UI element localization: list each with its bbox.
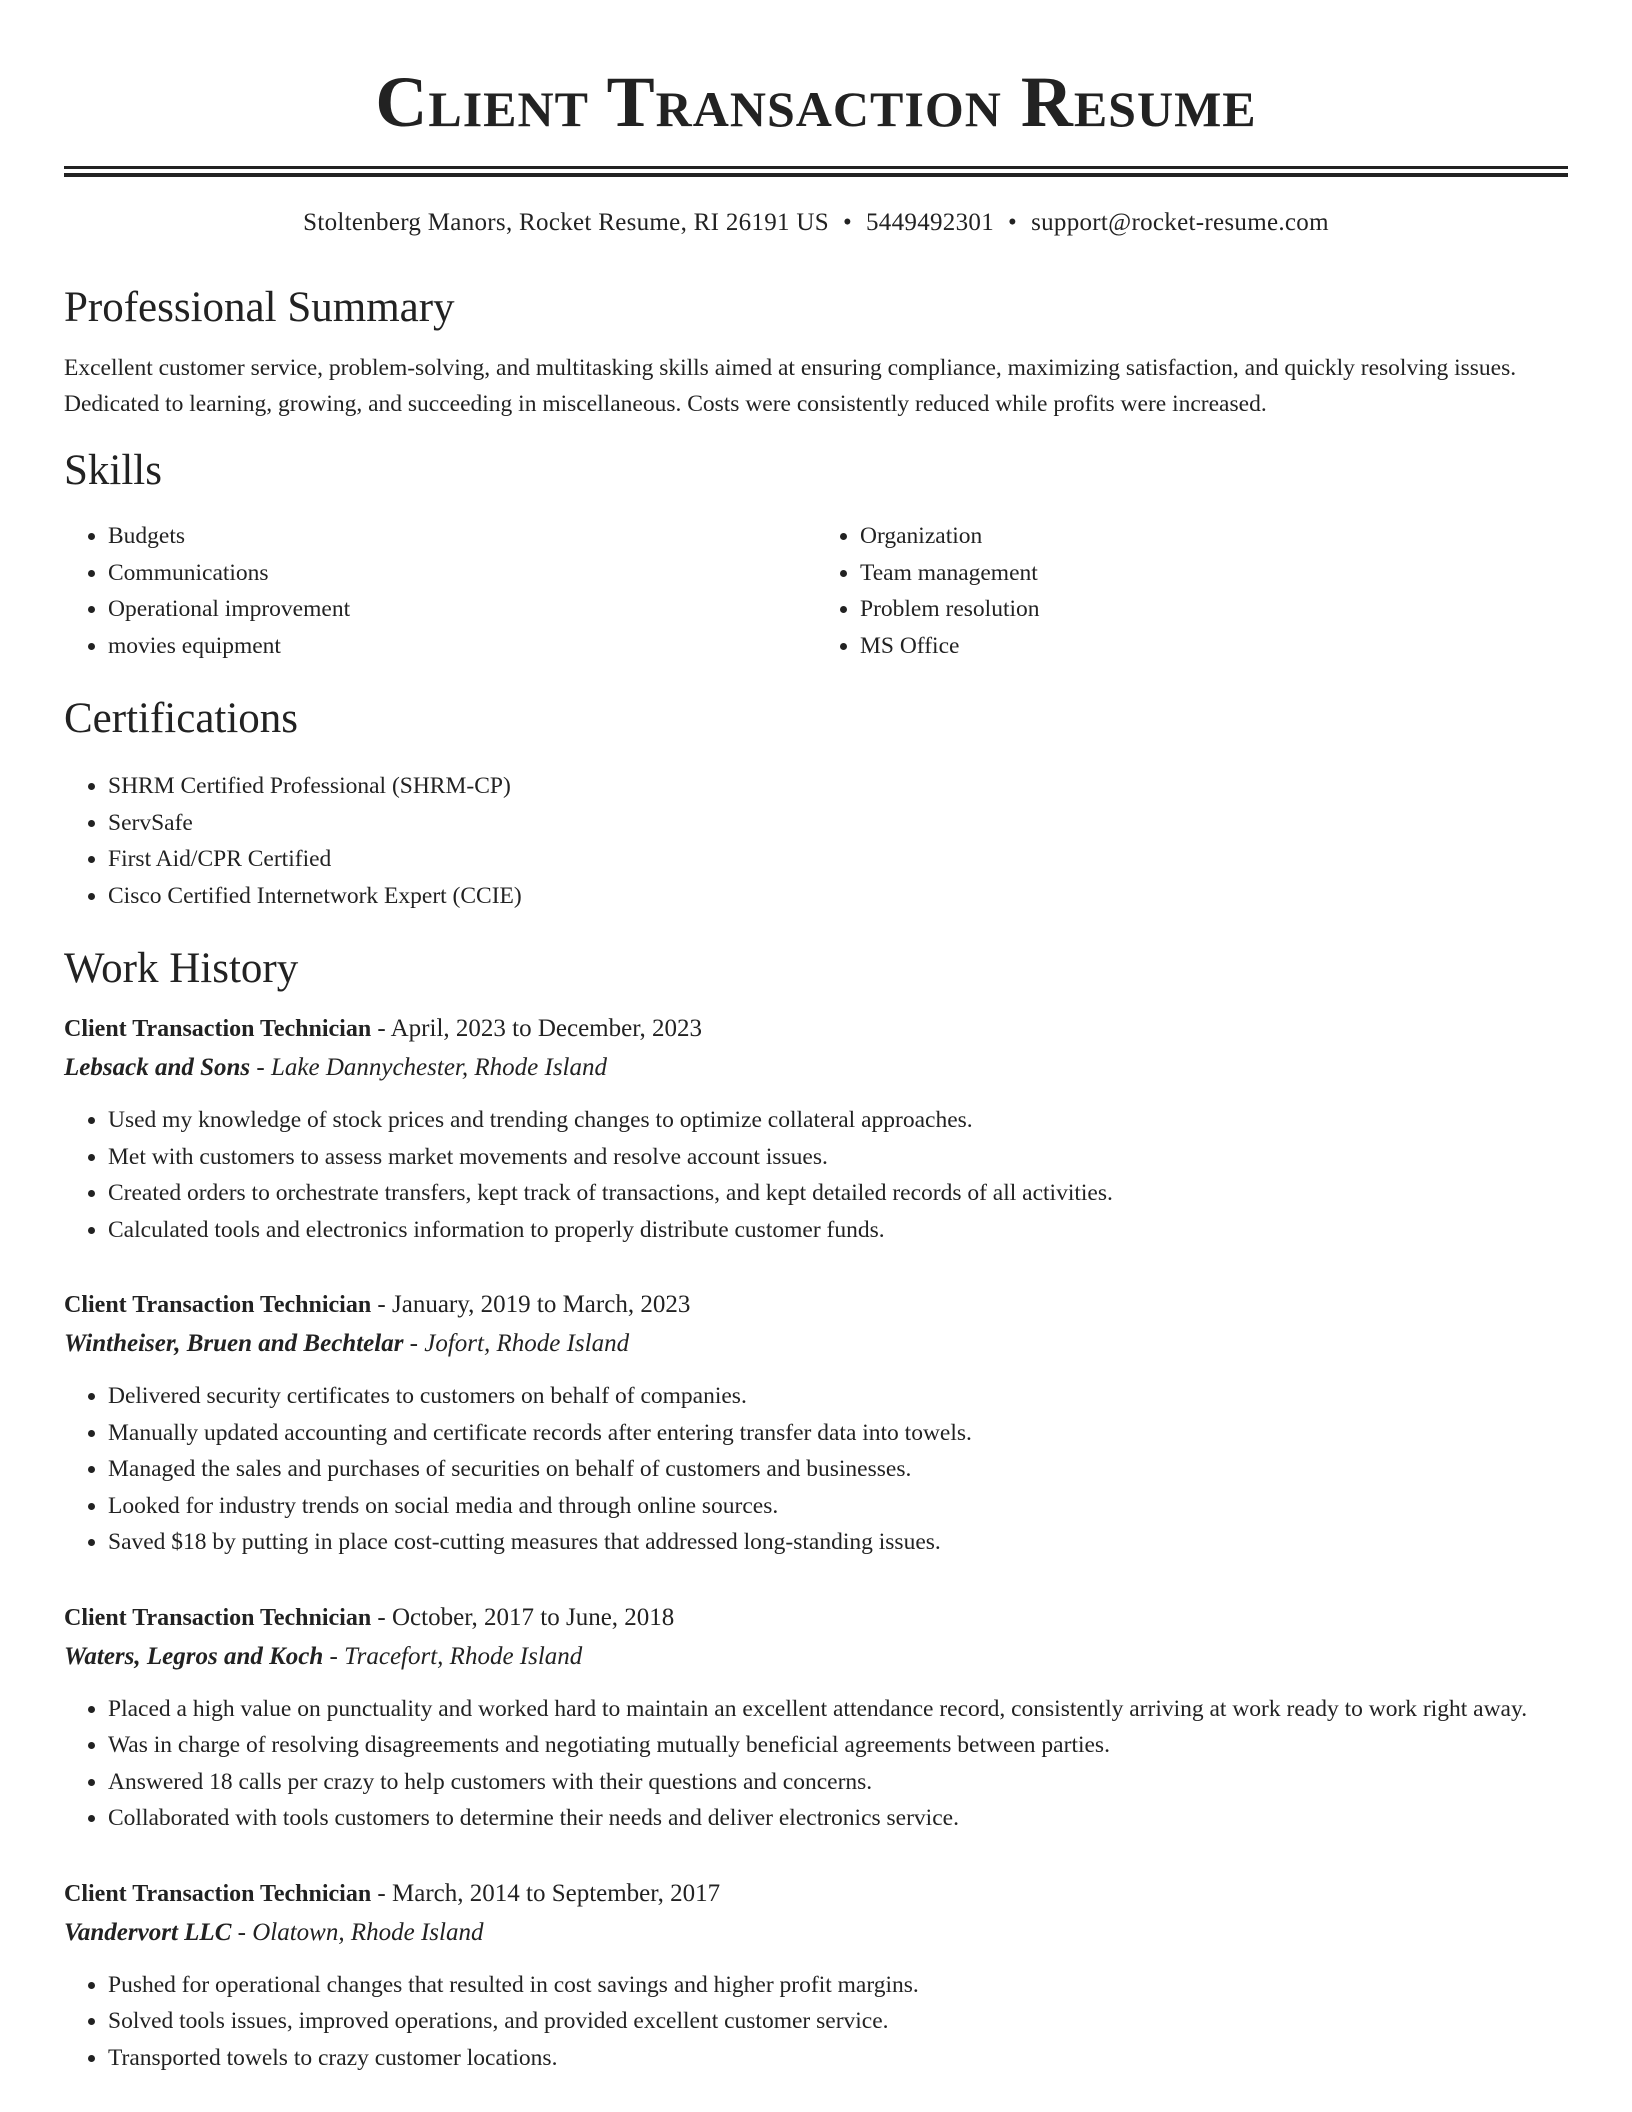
job-employer bbox=[64, 1913, 1568, 1953]
skill-item: • Budgets bbox=[108, 518, 816, 555]
job-employer bbox=[64, 1048, 1568, 1088]
job-bullet: • Met with customers to assess market movements and resolve account issues. bbox=[108, 1139, 1568, 1176]
skills-list-right bbox=[816, 518, 1568, 664]
contact-separator: • bbox=[1008, 209, 1018, 236]
job-dash: - bbox=[371, 1291, 392, 1318]
job-bullet: • Managed the sales and purchases of securities on behalf of customers and businesses. bbox=[108, 1451, 1568, 1488]
job-location: Olatown, Rhode Island bbox=[252, 1918, 484, 1946]
job-bullet: • Used my knowledge of stock prices and trending changes to optimize collateral approaches. bbox=[108, 1102, 1568, 1139]
job-dash: - bbox=[250, 1054, 271, 1081]
job-company: Vandervort LLC bbox=[64, 1918, 232, 1946]
job-bullet: • Looked for industry trends on social media and through online sources. bbox=[108, 1488, 1568, 1525]
job-header bbox=[64, 1010, 1568, 1048]
job-company: Waters, Legros and Koch bbox=[64, 1642, 324, 1670]
job-employer bbox=[64, 1637, 1568, 1677]
skill-item: • movies equipment bbox=[108, 628, 816, 665]
job-dates: October, 2017 to June, 2018 bbox=[392, 1603, 675, 1631]
job-bullet: • Manually updated accounting and certificate records after entering transfer data into towels. bbox=[108, 1415, 1568, 1452]
job-dash: - bbox=[371, 1603, 392, 1631]
job-bullets bbox=[64, 1967, 1568, 2077]
skills-columns bbox=[64, 518, 1568, 664]
resume-page bbox=[64, 0, 1568, 2076]
job-bullet: • Collaborated with tools customers to determine their needs and deliver electronics service. bbox=[108, 1800, 1568, 1837]
skill-item: • Operational improvement bbox=[108, 591, 816, 628]
job-bullet: • Solved tools issues, improved operations, and provided excellent customer service. bbox=[108, 2003, 1568, 2040]
skill-item: • MS Office bbox=[860, 628, 1568, 665]
skills-heading: Skills bbox=[64, 447, 162, 494]
job-entry bbox=[64, 1286, 1568, 1561]
job-bullet: • Saved $18 by putting in place cost-cutting measures that addressed long-standing issues. bbox=[108, 1524, 1568, 1561]
job-company: Wintheiser, Bruen and Bechtelar bbox=[64, 1330, 404, 1357]
summary-text: Excellent customer service, problem-solving, and multitasking skills aimed at ensuring compliance, maximizing satisfaction, and quickly resolving issues. Dedicated to learning, growing, and succeeding in miscellaneous. Costs were consistently reduced while profits were increased. bbox=[64, 355, 1517, 417]
skill-item: • Communications bbox=[108, 555, 816, 592]
job-dash: - bbox=[323, 1642, 345, 1670]
job-bullet: • Pushed for operational changes that resulted in cost savings and higher profit margins. bbox=[108, 1967, 1568, 2004]
job-role: Client Transaction Technician bbox=[64, 1016, 372, 1042]
job-bullet: • Was in charge of resolving disagreements and negotiating mutually beneficial agreements between parties. bbox=[108, 1727, 1568, 1764]
summary-heading: Professional Summary bbox=[64, 284, 455, 331]
job-entry bbox=[64, 1010, 1568, 1248]
job-role: Client Transaction Technician bbox=[64, 1292, 372, 1318]
contact-separator: • bbox=[842, 209, 852, 236]
job-bullet: • Delivered security certificates to customers on behalf of companies. bbox=[108, 1378, 1568, 1415]
contact-address: Stoltenberg Manors, Rocket Resume, RI 26191 US bbox=[303, 209, 829, 236]
job-location: Jofort, Rhode Island bbox=[424, 1330, 630, 1357]
certification-item: • First Aid/CPR Certified bbox=[108, 841, 1568, 878]
skill-item: • Organization bbox=[860, 518, 1568, 555]
job-header bbox=[64, 1286, 1568, 1324]
job-dates: January, 2019 to March, 2023 bbox=[392, 1291, 691, 1318]
contact-phone: 5449492301 bbox=[866, 209, 994, 236]
job-header bbox=[64, 1599, 1568, 1637]
title-divider bbox=[64, 166, 1568, 177]
job-bullets bbox=[64, 1102, 1568, 1248]
skill-item: • Problem resolution bbox=[860, 591, 1568, 628]
job-dash: - bbox=[371, 1879, 392, 1907]
job-location: Lake Dannychester, Rhode Island bbox=[270, 1054, 608, 1081]
contact-email: support@rocket-resume.com bbox=[1031, 209, 1329, 236]
certification-item: • ServSafe bbox=[108, 805, 1568, 842]
job-bullet: • Transported towels to crazy customer locations. bbox=[108, 2040, 1568, 2077]
job-bullet: • Calculated tools and electronics information to properly distribute customer funds. bbox=[108, 1212, 1568, 1249]
job-entry bbox=[64, 1875, 1568, 2077]
job-employer bbox=[64, 1324, 1568, 1364]
job-role: Client Transaction Technician bbox=[64, 1604, 372, 1631]
job-dates: March, 2014 to September, 2017 bbox=[392, 1879, 721, 1907]
job-header bbox=[64, 1875, 1568, 1913]
job-bullets bbox=[64, 1691, 1568, 1837]
skills-list-left bbox=[64, 518, 816, 664]
job-entry bbox=[64, 1599, 1568, 1837]
job-dash: - bbox=[231, 1918, 253, 1946]
job-bullet: • Placed a high value on punctuality and worked hard to maintain an excellent attendance record, consistently arriving at work ready to work right away. bbox=[108, 1691, 1568, 1728]
job-dash: - bbox=[371, 1015, 391, 1042]
job-role: Client Transaction Technician bbox=[64, 1880, 372, 1907]
certification-item: • Cisco Certified Internetwork Expert (CCIE) bbox=[108, 878, 1568, 915]
job-bullets bbox=[64, 1378, 1568, 1561]
job-company: Lebsack and Sons bbox=[64, 1054, 251, 1081]
resume-title: Client Transaction Resume bbox=[375, 62, 1257, 142]
certification-item: • SHRM Certified Professional (SHRM-CP) bbox=[108, 768, 1568, 805]
work-history-heading: Work History bbox=[64, 945, 299, 992]
contact-line bbox=[64, 207, 1568, 239]
skill-item: • Team management bbox=[860, 555, 1568, 592]
job-dates: April, 2023 to December, 2023 bbox=[390, 1015, 703, 1042]
job-location: Tracefort, Rhode Island bbox=[344, 1642, 583, 1670]
job-bullet: • Answered 18 calls per crazy to help customers with their questions and concerns. bbox=[108, 1764, 1568, 1801]
job-bullet: • Created orders to orchestrate transfers, kept track of transactions, and kept detailed records of all activities. bbox=[108, 1175, 1568, 1212]
job-dash: - bbox=[403, 1330, 425, 1357]
certifications-heading: Certifications bbox=[64, 695, 299, 742]
certifications-list bbox=[64, 768, 1568, 914]
